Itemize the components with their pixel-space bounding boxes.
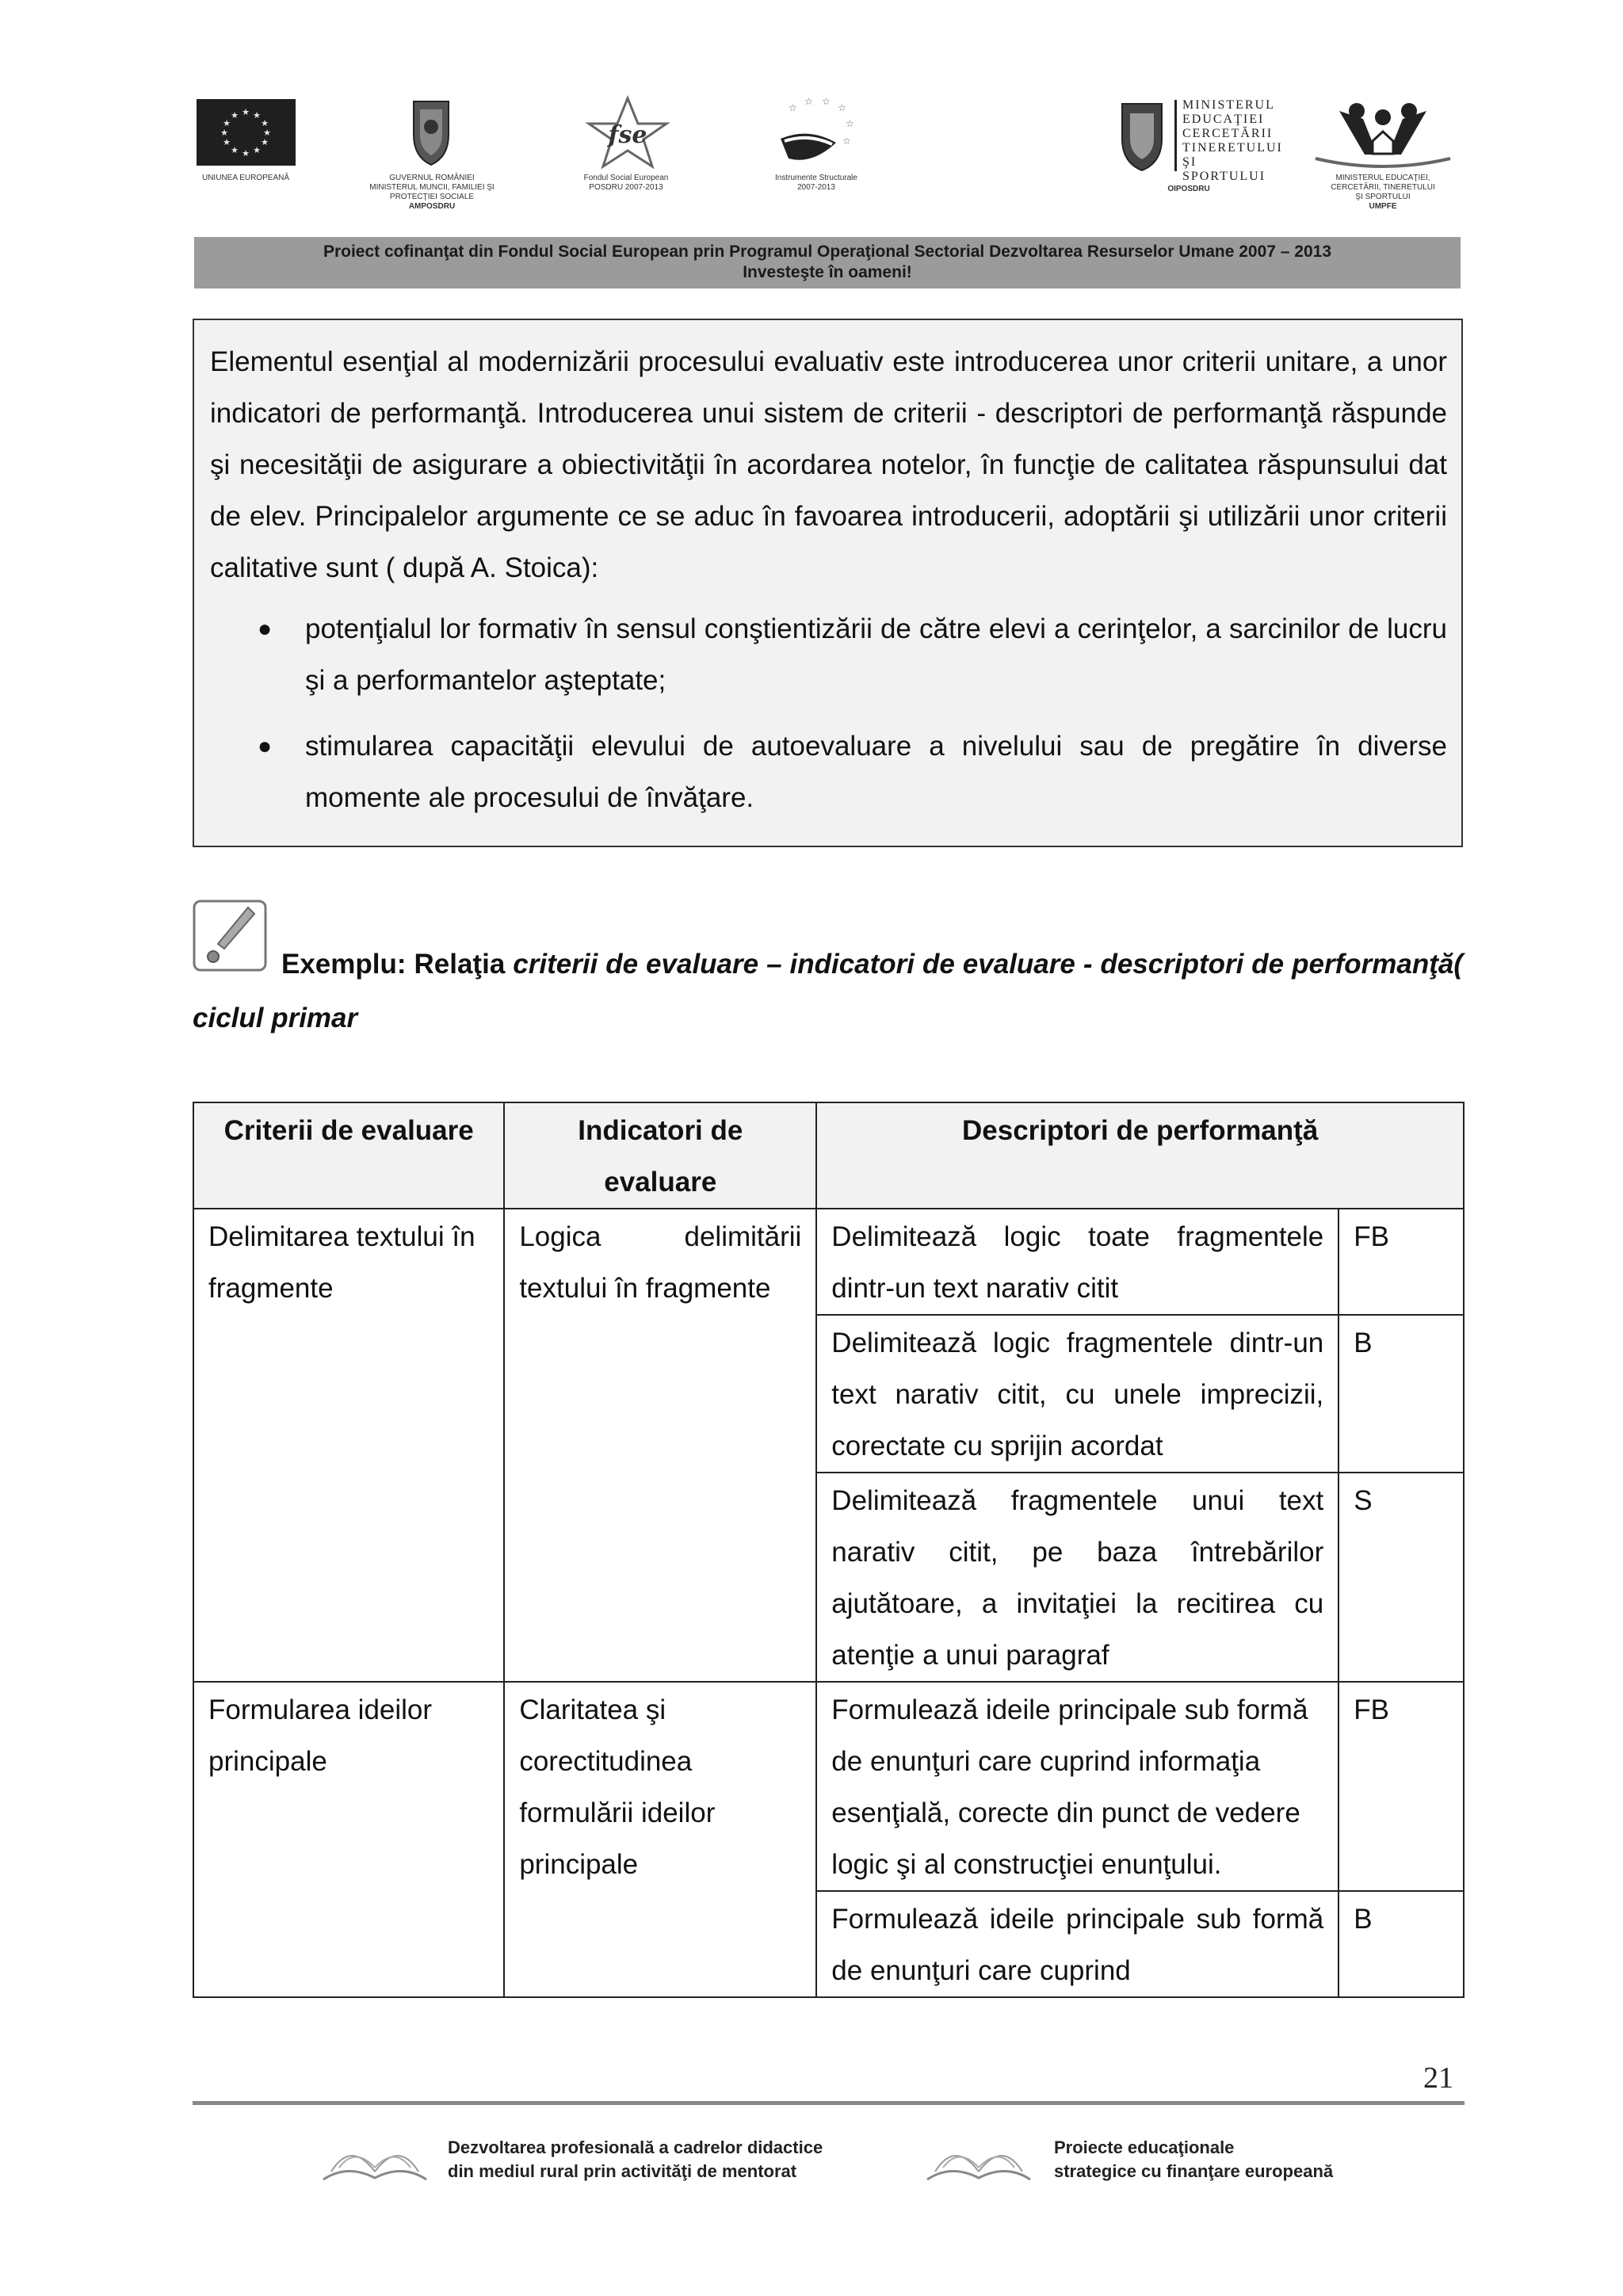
svg-text:★: ★: [253, 110, 261, 120]
bullet-icon: ●: [258, 616, 273, 642]
svg-text:★: ★: [253, 145, 261, 155]
structural-instruments-logo: [773, 95, 860, 170]
calificativ-cell: B: [1338, 1891, 1464, 1997]
svg-text:☆: ☆: [838, 102, 846, 113]
svg-text:★: ★: [220, 128, 228, 138]
svg-text:★: ★: [223, 137, 231, 147]
project-banner: [194, 237, 1461, 288]
svg-text:★: ★: [223, 118, 231, 128]
svg-text:☆: ☆: [822, 96, 831, 107]
ministry-divider: [1174, 100, 1177, 171]
svg-text:★: ★: [242, 107, 250, 117]
eu-flag-logo: [197, 99, 296, 166]
umpfe-caption: MINISTERUL EDUCAŢIEI, CERCETĂRII, TINERETULUI ŞI SPORTULUI UMPFE: [1331, 174, 1435, 211]
svg-text:☆: ☆: [846, 118, 854, 129]
fse-star-logo: [582, 95, 674, 170]
gov-caption: GUVERNUL ROMÂNIEI MINISTERUL MUNCII, FAMILIEI ŞI PROTECŢIEI SOCIALE AMPOSDRU: [369, 174, 495, 211]
ministry-title: MINISTERUL EDUCAŢIEI CERCETĂRII TINERETULUI ŞI SPORTULUI: [1182, 98, 1283, 183]
calificativ-cell: FB: [1338, 1209, 1464, 1315]
descriptor-cell: Formulează ideile principale sub formă de enunţuri care cuprind informaţia esenţială, corecte din punct de vedere logic şi al construcţiei enunţului.: [816, 1682, 1338, 1891]
svg-text:★: ★: [231, 145, 239, 155]
indicator-cell: Logica delimitării textului în fragmente: [504, 1209, 816, 1682]
intro-bullet-item: ● potenţialul lor formativ în sensul conştientizării de către elevi a cerinţelor, a sarcinilor de lucru şi a performantelor aşteptate;: [305, 603, 1447, 706]
header-criterii: Criterii de evaluare: [193, 1102, 504, 1209]
svg-text:★: ★: [263, 128, 271, 138]
banner-line-2: Investeşte în oameni!: [743, 263, 912, 281]
fse-mark-text: fse: [608, 121, 647, 149]
header-descriptori: Descriptori de performanţă: [816, 1102, 1464, 1209]
svg-text:★: ★: [261, 118, 269, 128]
romania-crest-icon: [409, 95, 453, 166]
footer-rule: [193, 2101, 1465, 2105]
criteriu-cell: Delimitarea textului în fragmente: [193, 1209, 504, 1682]
intro-bullet-item: ● stimularea capacităţii elevului de autoevaluare a nivelului sau de pregătire în diverse momente ale procesului de învăţare.: [305, 720, 1447, 823]
descriptor-cell: Formulează ideile principale sub formă de enunţuri care cuprind: [816, 1891, 1338, 1997]
footer-left-text: Dezvoltarea profesională a cadrelor didactice din mediul rural prin activităţi de mentorat: [448, 2137, 823, 2181]
descriptor-cell: Delimitează fragmentele unui text narativ citit, pe baza întrebărilor ajutătoare, a invitaţiei la recitirea cu atenţie a unui paragraf: [816, 1473, 1338, 1682]
bullet-icon: ●: [258, 733, 273, 759]
criteriu-cell: Formularea ideilor principale: [193, 1682, 504, 1997]
criteria-table: [193, 1102, 1465, 1998]
svg-text:☆: ☆: [842, 136, 851, 147]
footer-right-text: Proiecte educaţionale strategice cu finanţare europeană: [1054, 2137, 1334, 2181]
open-book-icon: [919, 2132, 1038, 2187]
svg-text:★: ★: [261, 137, 269, 147]
instr-caption: Instrumente Structurale 2007-2013: [775, 174, 857, 192]
header-indicatori: Indicatori de evaluare: [504, 1102, 816, 1209]
svg-text:☆: ☆: [804, 96, 813, 107]
banner-line-1: Proiect cofinanţat din Fondul Social European prin Programul Operaţional Sectorial Dezvoltarea Resurselor Umane 2007 – 2013: [323, 243, 1332, 261]
fse-caption: Fondul Social European POSDRU 2007-2013: [583, 174, 669, 192]
page-number: 21: [1423, 2061, 1453, 2095]
intro-paragraph: Elementul esenţial al modernizării procesului evaluativ este introducerea unor criterii unitare, a unor indicatori de performanţă. Introducerea unui sistem de criterii - descriptori de performanţă răspunde şi necesităţii de asigurare a obiectivităţii în acordarea notelor, în funcţie de calitatea răspunsului dat de elev. Principalelor argumente ce se aduc în favoarea introducerii, adoptării şi utilizării unor criterii calitative sunt ( după A. Stoica):: [210, 346, 1447, 583]
table-header-row: [193, 1102, 1464, 1209]
example-heading: [193, 938, 1463, 1045]
indicator-cell: Claritatea şi corectitudinea formulării ideilor principale: [504, 1682, 816, 1997]
ministry-crest-icon: [1117, 97, 1167, 173]
descriptor-cell: Delimitează logic fragmentele dintr-un text narativ citit, cu unele imprecizii, corectate cu sprijin acordat: [816, 1315, 1338, 1473]
umpfe-logo: [1308, 95, 1458, 170]
descriptor-cell: Delimitează logic toate fragmentele dintr-un text narativ citit: [816, 1209, 1338, 1315]
calificativ-cell: S: [1338, 1473, 1464, 1682]
example-label: Exemplu: Relaţia: [281, 949, 506, 980]
svg-text:★: ★: [242, 148, 250, 159]
example-title: criterii de evaluare – indicatori de evaluare - descriptori de performanţă( ciclul primar: [193, 949, 1463, 1033]
intro-box: [193, 319, 1463, 847]
intro-bullet-list: [210, 603, 1447, 823]
svg-text:☆: ☆: [789, 102, 797, 113]
calificativ-cell: FB: [1338, 1682, 1464, 1891]
oiposdru-caption: OIPOSDRU: [1167, 185, 1210, 193]
table-row: [193, 1209, 1464, 1315]
svg-text:★: ★: [231, 110, 239, 120]
calificativ-cell: B: [1338, 1315, 1464, 1473]
eu-caption: UNIUNEA EUROPEANĂ: [201, 174, 290, 182]
table-row: [193, 1682, 1464, 1891]
open-book-icon: [315, 2132, 434, 2187]
